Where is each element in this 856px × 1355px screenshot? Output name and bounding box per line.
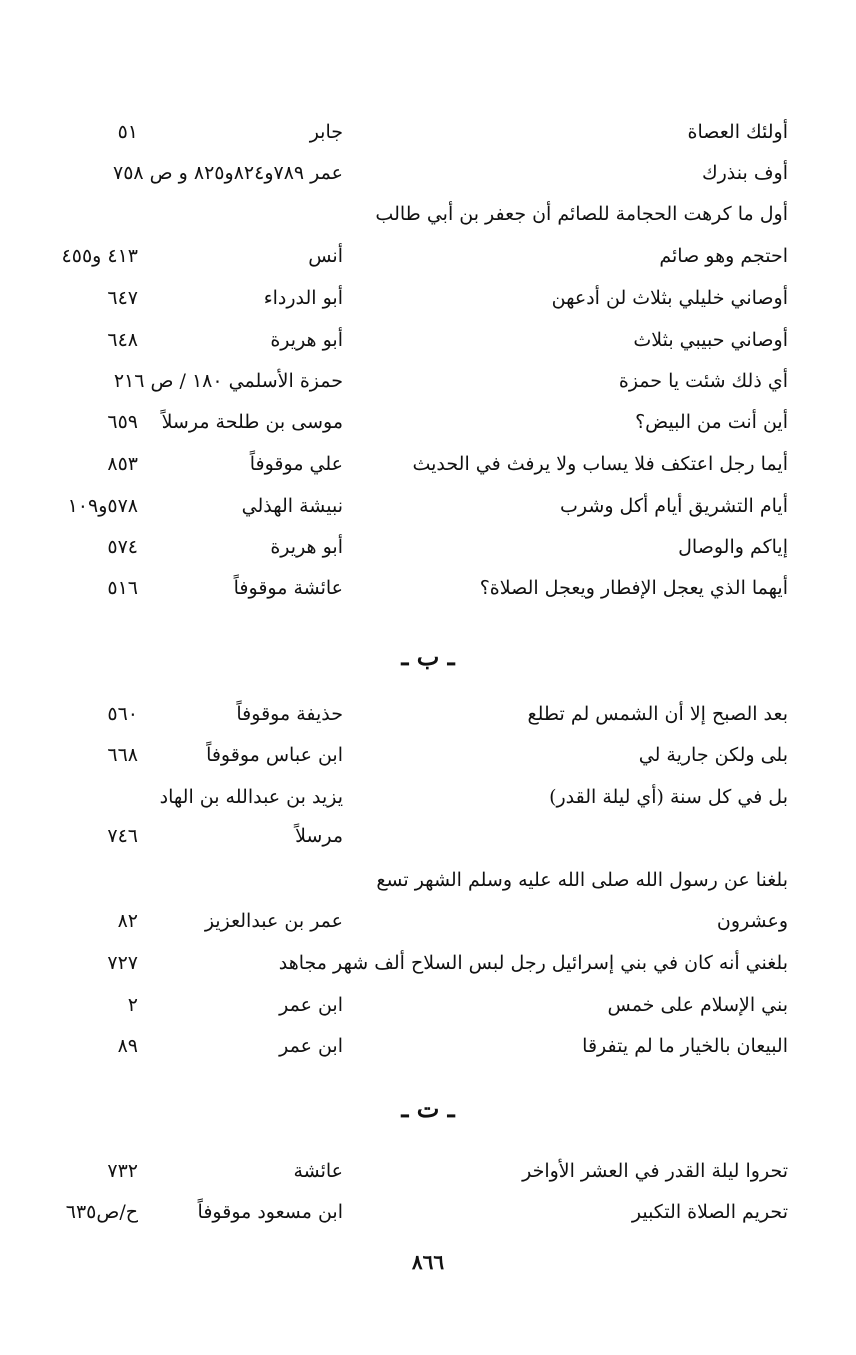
narrator: عائشة [293,1160,343,1182]
hadith-text: أي ذلك شئت يا حمزة [618,370,788,392]
narrator: يزيد بن عبدالله بن الهاد [159,786,343,808]
narrator: ابن عمر [279,994,343,1016]
reference: ٧٢٧ [107,952,138,974]
hadith-text: إياكم والوصال [678,536,788,558]
page-number: ٨٦٦ [411,1250,445,1274]
reference: ٦٤٧ [107,287,138,309]
hadith-text: احتجم وهو صائم [659,245,788,267]
hadith-text: وعشرون [716,910,788,932]
list-item [60,818,788,854]
hadith-text: أيما رجل اعتكف فلا يساب ولا يرفث في الحديث [412,453,788,475]
list-item [60,945,788,981]
hadith-text: بعد الصبح إلا أن الشمس لم تطلع [527,703,788,725]
reference: ٨٥٣ [107,453,138,475]
list-item [60,1028,788,1064]
narrator: ابن مسعود موقوفاً [197,1201,343,1223]
hadith-text: بل في كل سنة (أي ليلة القدر) [549,786,788,808]
hadith-text: البيعان بالخيار ما لم يتفرقا [582,1035,788,1057]
narrator: حذيفة موقوفاً [236,703,343,725]
narrator: عائشة موقوفاً [233,577,343,599]
reference: ٥٦٠ [107,703,138,725]
reference: ٨٩ [117,1035,138,1057]
list-item [60,363,788,399]
reference: ٧٤٦ [107,825,138,847]
narrator: أبو هريرة [270,329,343,351]
list-item [60,488,788,524]
hadith-text: أوصاني حبيبي بثلاث [633,329,788,351]
narrator: أبو هريرة [270,536,343,558]
list-item [60,404,788,440]
narrator: علي موقوفاً [249,453,343,475]
list-item [60,737,788,773]
reference: ٤١٣ و٤٥٥ [61,245,138,267]
narrator: ابن عباس موقوفاً [206,744,343,766]
hadith-text: أوف بنذرك [701,162,788,184]
reference: ٥١٦ [107,577,138,599]
hadith-text: أول ما كرهت الحجامة للصائم أن جعفر بن أبي طالب [375,203,788,225]
reference: ٥٧٤ [107,536,138,558]
hadith-text: تحريم الصلاة التكبير [631,1201,788,1223]
narrator: عمر ٧٨٩و٨٢٤و٨٢٥ و ص ٧٥٨ [113,162,343,184]
hadith-text: بلى ولكن جارية لي [638,744,788,766]
narrator: حمزة الأسلمي ١٨٠ / ص ٢١٦ [113,370,343,392]
narrator: مرسلاً [295,825,343,847]
section-header: ـ ب ـ [401,642,455,671]
narrator: نبيشة الهذلي [241,495,343,517]
narrator: ابن عمر [279,1035,343,1057]
list-item [60,1194,788,1230]
narrator: أبو الدرداء [263,287,343,309]
reference: ٦٦٨ [107,744,138,766]
hadith-text: تحروا ليلة القدر في العشر الأواخر [522,1160,788,1182]
narrator: أنس [308,245,343,267]
reference: ٦٥٩ [107,411,138,433]
reference: ٨٢ [117,910,138,932]
list-item [60,570,788,606]
hadith-text: أين أنت من البيض؟ [635,411,788,433]
list-item [60,862,788,898]
narrator: جابر [309,121,343,143]
narrator: عمر بن عبدالعزيز [204,910,343,932]
list-item [60,987,788,1023]
hadith-text: أوصاني خليلي بثلاث لن أدعهن [551,287,788,309]
list-item [60,696,788,732]
list-item [60,446,788,482]
reference: ٢ [127,994,138,1016]
list-item [60,155,788,191]
list-item [60,1153,788,1189]
reference: ٥٧٨و١٠٩ [67,495,138,517]
hadith-text: بلغنا عن رسول الله صلى الله عليه وسلم الشهر تسع [376,869,788,891]
section-header: ـ ت ـ [401,1094,455,1123]
list-item [60,322,788,358]
hadith-text: أيهما الذي يعجل الإفطار ويعجل الصلاة؟ [479,577,788,599]
list-item [60,779,788,815]
hadith-text: أيام التشريق أيام أكل وشرب [560,495,788,517]
list-item [60,529,788,565]
list-item [60,196,788,232]
hadith-text: بني الإسلام على خمس [607,994,788,1016]
list-item [60,114,788,150]
reference: ٦٤٨ [107,329,138,351]
list-item [60,280,788,316]
reference: ٧٣٢ [107,1160,138,1182]
reference: ٥١ [117,121,138,143]
reference: ح/ص٦٣٥ [65,1201,138,1223]
hadith-text: بلغني أنه كان في بني إسرائيل رجل لبس السلاح ألف شهر مجاهد [278,952,788,974]
narrator: موسى بن طلحة مرسلاً [161,411,343,433]
hadith-text: أولئك العصاة [687,121,788,143]
list-item [60,238,788,274]
list-item [60,903,788,939]
